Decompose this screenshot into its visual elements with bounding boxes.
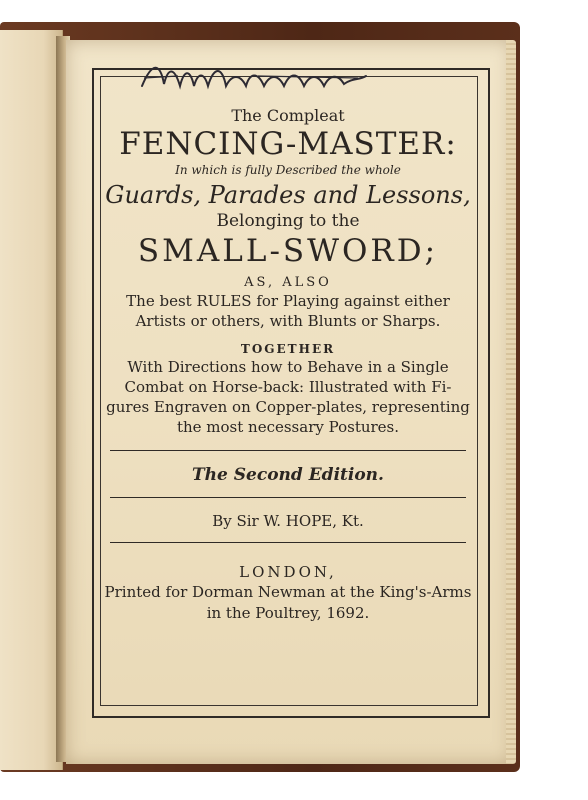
author-line: By Sir W. HOPE, Kt. — [212, 512, 364, 530]
divider-rule-3 — [110, 542, 466, 543]
as-also-line: AS, ALSO — [244, 275, 332, 290]
together-line: TOGETHER — [240, 342, 336, 356]
title-line-small-sword: SMALL-SWORD; — [137, 233, 439, 269]
page-fore-edge — [506, 40, 516, 764]
subtitle-line: In which is fully Described the whole — [175, 163, 401, 177]
title-line-fencing-master: FENCING-MASTER: — [119, 126, 457, 162]
directions-line-2: Combat on Horse-back: Illustrated with Fi- — [124, 378, 452, 396]
divider-rule-2 — [110, 497, 466, 498]
divider-rule-1 — [110, 450, 466, 451]
directions-line-3: gures Engraven on Copper-plates, representing — [106, 398, 470, 416]
edition-line: The Second Edition. — [192, 465, 384, 485]
rules-line-1: The best RULES for Playing against either — [126, 292, 450, 310]
directions-line-1: With Directions how to Behave in a Single — [127, 358, 449, 376]
imprint-city: LONDON, — [239, 563, 337, 581]
imprint-line-1: Printed for Dorman Newman at the King's-Arms — [104, 583, 472, 601]
directions-line-4: the most necessary Postures. — [176, 418, 400, 436]
handwritten-signature — [138, 56, 370, 96]
rules-line-2: Artists or others, with Blunts or Sharps. — [135, 312, 441, 330]
title-line-compleat: The Compleat — [231, 106, 345, 125]
title-page-text — [104, 84, 472, 704]
title-line-guards: Guards, Parades and Lessons, — [105, 181, 471, 209]
left-endpaper — [0, 30, 63, 770]
imprint-line-2: in the Poultrey, 1692. — [206, 604, 370, 622]
title-line-belonging: Belonging to the — [216, 211, 360, 231]
